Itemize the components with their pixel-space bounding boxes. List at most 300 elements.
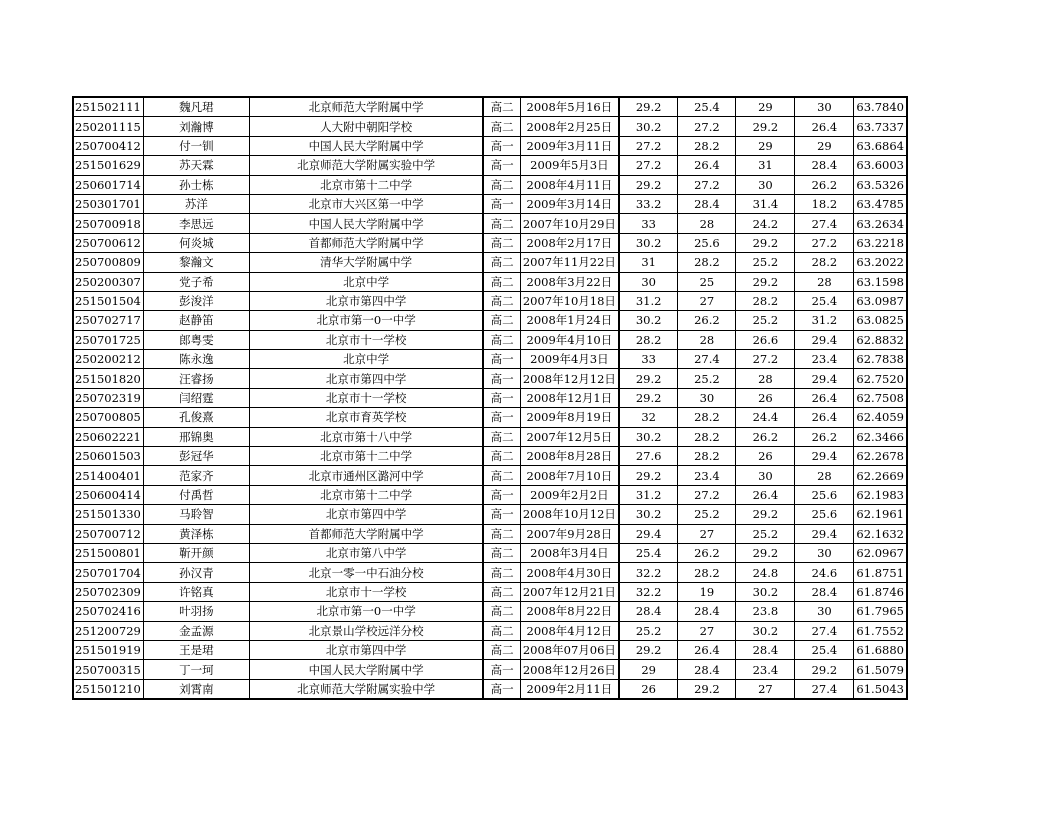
grade-cell: 高一 — [483, 194, 520, 213]
grade-cell: 高二 — [483, 117, 520, 136]
score-1-cell: 28.2 — [619, 330, 678, 349]
table-row — [73, 621, 907, 640]
score-2-cell: 28.2 — [678, 447, 736, 466]
score-4-cell: 24.6 — [795, 563, 854, 582]
student-id-cell: 251501919 — [73, 640, 143, 659]
score-4-cell: 27.4 — [795, 621, 854, 640]
table-row — [73, 388, 907, 407]
score-4-cell: 27.4 — [795, 679, 854, 699]
score-1-cell: 31 — [619, 253, 678, 272]
grade-cell: 高一 — [483, 505, 520, 524]
grade-cell: 高二 — [483, 214, 520, 233]
score-3-cell: 30 — [736, 466, 795, 485]
score-3-cell: 29.2 — [736, 505, 795, 524]
birth-date-cell: 2009年3月11日 — [520, 136, 619, 155]
school-name-cell: 北京市第一0一中学 — [249, 311, 483, 330]
score-3-cell: 26 — [736, 388, 795, 407]
score-1-cell: 29.4 — [619, 524, 678, 543]
student-id-cell: 250601503 — [73, 447, 143, 466]
student-name-cell: 丁一珂 — [143, 660, 249, 679]
student-name-cell: 郎粤雯 — [143, 330, 249, 349]
score-4-cell: 26.4 — [795, 408, 854, 427]
grade-cell: 高二 — [483, 291, 520, 310]
score-1-cell: 31.2 — [619, 485, 678, 504]
total-score-cell: 61.7965 — [854, 602, 907, 621]
score-3-cell: 30 — [736, 175, 795, 194]
birth-date-cell: 2008年8月22日 — [520, 602, 619, 621]
total-score-cell: 61.8751 — [854, 563, 907, 582]
score-4-cell: 30 — [795, 97, 854, 117]
grade-cell: 高二 — [483, 427, 520, 446]
school-name-cell: 北京中学 — [249, 272, 483, 291]
student-id-cell: 250602221 — [73, 427, 143, 446]
total-score-cell: 62.7508 — [854, 388, 907, 407]
student-name-cell: 孙士栋 — [143, 175, 249, 194]
school-name-cell: 北京市通州区潞河中学 — [249, 466, 483, 485]
birth-date-cell: 2008年4月30日 — [520, 563, 619, 582]
total-score-cell: 62.2678 — [854, 447, 907, 466]
table-row — [73, 563, 907, 582]
score-3-cell: 28 — [736, 369, 795, 388]
birth-date-cell: 2009年2月2日 — [520, 485, 619, 504]
student-id-cell: 250700612 — [73, 233, 143, 252]
table-row — [73, 427, 907, 446]
school-name-cell: 首都师范大学附属中学 — [249, 524, 483, 543]
total-score-cell: 63.6003 — [854, 156, 907, 175]
birth-date-cell: 2007年12月21日 — [520, 582, 619, 601]
table-row — [73, 640, 907, 659]
score-2-cell: 28.4 — [678, 602, 736, 621]
table-row — [73, 291, 907, 310]
score-3-cell: 31.4 — [736, 194, 795, 213]
table-body — [73, 97, 907, 699]
student-id-cell: 250700805 — [73, 408, 143, 427]
results-table — [72, 96, 908, 700]
student-id-cell: 251200729 — [73, 621, 143, 640]
score-4-cell: 25.6 — [795, 505, 854, 524]
total-score-cell: 63.0987 — [854, 291, 907, 310]
score-2-cell: 28.2 — [678, 408, 736, 427]
score-3-cell: 27 — [736, 679, 795, 699]
table-row — [73, 117, 907, 136]
score-1-cell: 30 — [619, 272, 678, 291]
score-3-cell: 31 — [736, 156, 795, 175]
student-name-cell: 范家齐 — [143, 466, 249, 485]
score-2-cell: 25.4 — [678, 97, 736, 117]
score-2-cell: 27 — [678, 291, 736, 310]
grade-cell: 高二 — [483, 543, 520, 562]
score-2-cell: 29.2 — [678, 679, 736, 699]
score-2-cell: 27.2 — [678, 117, 736, 136]
score-1-cell: 29.2 — [619, 388, 678, 407]
table-row — [73, 233, 907, 252]
student-id-cell: 251500801 — [73, 543, 143, 562]
birth-date-cell: 2008年1月24日 — [520, 311, 619, 330]
total-score-cell: 62.8832 — [854, 330, 907, 349]
student-name-cell: 何炎城 — [143, 233, 249, 252]
total-score-cell: 62.7838 — [854, 350, 907, 369]
grade-cell: 高一 — [483, 679, 520, 699]
student-id-cell: 250701725 — [73, 330, 143, 349]
school-name-cell: 北京市第十二中学 — [249, 485, 483, 504]
score-1-cell: 29.2 — [619, 97, 678, 117]
score-3-cell: 28.4 — [736, 640, 795, 659]
table-row — [73, 466, 907, 485]
grade-cell: 高二 — [483, 524, 520, 543]
grade-cell: 高二 — [483, 563, 520, 582]
score-4-cell: 26.4 — [795, 388, 854, 407]
score-2-cell: 27 — [678, 621, 736, 640]
score-3-cell: 25.2 — [736, 311, 795, 330]
table-row — [73, 447, 907, 466]
student-name-cell: 党子希 — [143, 272, 249, 291]
student-name-cell: 黄泽栋 — [143, 524, 249, 543]
score-4-cell: 26.4 — [795, 117, 854, 136]
score-1-cell: 32 — [619, 408, 678, 427]
score-3-cell: 30.2 — [736, 621, 795, 640]
total-score-cell: 63.2634 — [854, 214, 907, 233]
student-id-cell: 251400401 — [73, 466, 143, 485]
school-name-cell: 北京一零一中石油分校 — [249, 563, 483, 582]
score-1-cell: 27.2 — [619, 136, 678, 155]
score-3-cell: 24.2 — [736, 214, 795, 233]
school-name-cell: 北京市十一学校 — [249, 582, 483, 601]
birth-date-cell: 2008年12月12日 — [520, 369, 619, 388]
table-row — [73, 369, 907, 388]
score-2-cell: 27.2 — [678, 175, 736, 194]
student-id-cell: 250702416 — [73, 602, 143, 621]
student-id-cell: 251501504 — [73, 291, 143, 310]
score-1-cell: 30.2 — [619, 427, 678, 446]
score-2-cell: 25.6 — [678, 233, 736, 252]
score-3-cell: 28.2 — [736, 291, 795, 310]
student-id-cell: 250700712 — [73, 524, 143, 543]
birth-date-cell: 2008年12月1日 — [520, 388, 619, 407]
total-score-cell: 63.6864 — [854, 136, 907, 155]
score-1-cell: 27.2 — [619, 156, 678, 175]
score-4-cell: 26.2 — [795, 175, 854, 194]
table-row — [73, 97, 907, 117]
school-name-cell: 中国人民大学附属中学 — [249, 136, 483, 155]
student-id-cell: 250601714 — [73, 175, 143, 194]
score-4-cell: 29.2 — [795, 660, 854, 679]
score-4-cell: 28.4 — [795, 582, 854, 601]
school-name-cell: 北京市第十二中学 — [249, 175, 483, 194]
student-id-cell: 250201115 — [73, 117, 143, 136]
school-name-cell: 北京师范大学附属中学 — [249, 97, 483, 117]
birth-date-cell: 2008年5月16日 — [520, 97, 619, 117]
student-name-cell: 金孟源 — [143, 621, 249, 640]
student-name-cell: 汪睿扬 — [143, 369, 249, 388]
birth-date-cell: 2008年8月28日 — [520, 447, 619, 466]
table-row — [73, 272, 907, 291]
school-name-cell: 北京市第十八中学 — [249, 427, 483, 446]
score-2-cell: 26.2 — [678, 311, 736, 330]
student-name-cell: 彭浚洋 — [143, 291, 249, 310]
grade-cell: 高二 — [483, 233, 520, 252]
score-2-cell: 28.4 — [678, 660, 736, 679]
table-row — [73, 214, 907, 233]
birth-date-cell: 2009年2月11日 — [520, 679, 619, 699]
score-2-cell: 28.2 — [678, 427, 736, 446]
total-score-cell: 63.4785 — [854, 194, 907, 213]
birth-date-cell: 2008年3月22日 — [520, 272, 619, 291]
score-2-cell: 26.2 — [678, 543, 736, 562]
table-row — [73, 330, 907, 349]
grade-cell: 高二 — [483, 175, 520, 194]
student-name-cell: 王是珺 — [143, 640, 249, 659]
table-row — [73, 582, 907, 601]
score-3-cell: 23.8 — [736, 602, 795, 621]
grade-cell: 高二 — [483, 97, 520, 117]
total-score-cell: 63.1598 — [854, 272, 907, 291]
student-id-cell: 250701704 — [73, 563, 143, 582]
table-row — [73, 350, 907, 369]
score-1-cell: 29.2 — [619, 175, 678, 194]
score-3-cell: 29 — [736, 136, 795, 155]
birth-date-cell: 2007年9月28日 — [520, 524, 619, 543]
score-3-cell: 29.2 — [736, 233, 795, 252]
grade-cell: 高二 — [483, 582, 520, 601]
score-2-cell: 30 — [678, 388, 736, 407]
score-1-cell: 30.2 — [619, 311, 678, 330]
school-name-cell: 北京市育英学校 — [249, 408, 483, 427]
score-2-cell: 23.4 — [678, 466, 736, 485]
student-name-cell: 许铭真 — [143, 582, 249, 601]
student-name-cell: 邢锦奥 — [143, 427, 249, 446]
student-id-cell: 250700412 — [73, 136, 143, 155]
birth-date-cell: 2009年4月3日 — [520, 350, 619, 369]
score-1-cell: 32.2 — [619, 563, 678, 582]
score-2-cell: 28 — [678, 214, 736, 233]
score-2-cell: 28.2 — [678, 253, 736, 272]
birth-date-cell: 2008年3月4日 — [520, 543, 619, 562]
birth-date-cell: 2007年11月22日 — [520, 253, 619, 272]
student-name-cell: 马聆智 — [143, 505, 249, 524]
birth-date-cell: 2009年3月14日 — [520, 194, 619, 213]
score-4-cell: 31.2 — [795, 311, 854, 330]
school-name-cell: 北京市第四中学 — [249, 291, 483, 310]
score-4-cell: 29 — [795, 136, 854, 155]
table-row — [73, 679, 907, 699]
total-score-cell: 62.3466 — [854, 427, 907, 446]
birth-date-cell: 2007年10月29日 — [520, 214, 619, 233]
birth-date-cell: 2008年2月25日 — [520, 117, 619, 136]
birth-date-cell: 2009年4月10日 — [520, 330, 619, 349]
student-id-cell: 251501820 — [73, 369, 143, 388]
total-score-cell: 63.7840 — [854, 97, 907, 117]
total-score-cell: 63.2022 — [854, 253, 907, 272]
student-id-cell: 250702717 — [73, 311, 143, 330]
table-row — [73, 543, 907, 562]
student-name-cell: 付禹哲 — [143, 485, 249, 504]
score-4-cell: 29.4 — [795, 330, 854, 349]
grade-cell: 高一 — [483, 485, 520, 504]
birth-date-cell: 2009年8月19日 — [520, 408, 619, 427]
score-4-cell: 28.2 — [795, 253, 854, 272]
birth-date-cell: 2008年12月26日 — [520, 660, 619, 679]
student-name-cell: 魏凡珺 — [143, 97, 249, 117]
student-name-cell: 闫绍霆 — [143, 388, 249, 407]
total-score-cell: 63.5326 — [854, 175, 907, 194]
total-score-cell: 61.6880 — [854, 640, 907, 659]
school-name-cell: 北京市第十二中学 — [249, 447, 483, 466]
score-4-cell: 23.4 — [795, 350, 854, 369]
score-4-cell: 29.4 — [795, 369, 854, 388]
student-id-cell: 250700315 — [73, 660, 143, 679]
score-1-cell: 28.4 — [619, 602, 678, 621]
table-row — [73, 485, 907, 504]
grade-cell: 高二 — [483, 253, 520, 272]
score-1-cell: 25.2 — [619, 621, 678, 640]
score-3-cell: 30.2 — [736, 582, 795, 601]
school-name-cell: 北京市大兴区第一中学 — [249, 194, 483, 213]
student-id-cell: 250200307 — [73, 272, 143, 291]
score-3-cell: 23.4 — [736, 660, 795, 679]
total-score-cell: 62.1983 — [854, 485, 907, 504]
score-1-cell: 30.2 — [619, 505, 678, 524]
table-row — [73, 136, 907, 155]
school-name-cell: 北京市第四中学 — [249, 505, 483, 524]
total-score-cell: 61.8746 — [854, 582, 907, 601]
score-4-cell: 27.2 — [795, 233, 854, 252]
student-id-cell: 251501629 — [73, 156, 143, 175]
score-3-cell: 29.2 — [736, 543, 795, 562]
birth-date-cell: 2008年2月17日 — [520, 233, 619, 252]
score-2-cell: 27 — [678, 524, 736, 543]
score-2-cell: 26.4 — [678, 640, 736, 659]
grade-cell: 高二 — [483, 640, 520, 659]
score-1-cell: 30.2 — [619, 117, 678, 136]
student-name-cell: 苏洋 — [143, 194, 249, 213]
grade-cell: 高一 — [483, 136, 520, 155]
score-2-cell: 19 — [678, 582, 736, 601]
student-name-cell: 付一钏 — [143, 136, 249, 155]
total-score-cell: 62.0967 — [854, 543, 907, 562]
score-3-cell: 27.2 — [736, 350, 795, 369]
grade-cell: 高一 — [483, 660, 520, 679]
score-1-cell: 33.2 — [619, 194, 678, 213]
score-3-cell: 25.2 — [736, 524, 795, 543]
birth-date-cell: 2008年07月06日 — [520, 640, 619, 659]
score-3-cell: 26 — [736, 447, 795, 466]
grade-cell: 高二 — [483, 272, 520, 291]
school-name-cell: 北京师范大学附属实验中学 — [249, 679, 483, 699]
birth-date-cell: 2008年4月11日 — [520, 175, 619, 194]
school-name-cell: 北京师范大学附属实验中学 — [249, 156, 483, 175]
score-3-cell: 29.2 — [736, 117, 795, 136]
table-row — [73, 408, 907, 427]
grade-cell: 高二 — [483, 447, 520, 466]
grade-cell: 高二 — [483, 621, 520, 640]
score-1-cell: 30.2 — [619, 233, 678, 252]
table-row — [73, 602, 907, 621]
score-4-cell: 25.4 — [795, 291, 854, 310]
table-row — [73, 175, 907, 194]
grade-cell: 高一 — [483, 369, 520, 388]
school-name-cell: 北京市第四中学 — [249, 369, 483, 388]
school-name-cell: 北京市十一学校 — [249, 330, 483, 349]
student-id-cell: 250702309 — [73, 582, 143, 601]
student-id-cell: 250700809 — [73, 253, 143, 272]
score-2-cell: 28.4 — [678, 194, 736, 213]
total-score-cell: 62.1632 — [854, 524, 907, 543]
score-1-cell: 31.2 — [619, 291, 678, 310]
school-name-cell: 中国人民大学附属中学 — [249, 214, 483, 233]
student-name-cell: 刘霄南 — [143, 679, 249, 699]
grade-cell: 高二 — [483, 466, 520, 485]
school-name-cell: 北京中学 — [249, 350, 483, 369]
total-score-cell: 61.5079 — [854, 660, 907, 679]
score-3-cell: 24.8 — [736, 563, 795, 582]
school-name-cell: 人大附中朝阳学校 — [249, 117, 483, 136]
birth-date-cell: 2009年5月3日 — [520, 156, 619, 175]
score-4-cell: 30 — [795, 543, 854, 562]
student-id-cell: 250200212 — [73, 350, 143, 369]
score-2-cell: 28.2 — [678, 136, 736, 155]
score-4-cell: 25.6 — [795, 485, 854, 504]
score-1-cell: 29.2 — [619, 466, 678, 485]
score-1-cell: 27.6 — [619, 447, 678, 466]
score-2-cell: 25.2 — [678, 369, 736, 388]
grade-cell: 高一 — [483, 156, 520, 175]
total-score-cell: 61.7552 — [854, 621, 907, 640]
grade-cell: 高一 — [483, 408, 520, 427]
student-id-cell: 250600414 — [73, 485, 143, 504]
table-row — [73, 253, 907, 272]
total-score-cell: 62.7520 — [854, 369, 907, 388]
school-name-cell: 清华大学附属中学 — [249, 253, 483, 272]
score-4-cell: 18.2 — [795, 194, 854, 213]
birth-date-cell: 2007年12月5日 — [520, 427, 619, 446]
score-4-cell: 29.4 — [795, 524, 854, 543]
score-2-cell: 27.2 — [678, 485, 736, 504]
birth-date-cell: 2008年7月10日 — [520, 466, 619, 485]
score-3-cell: 26.4 — [736, 485, 795, 504]
student-name-cell: 苏天霖 — [143, 156, 249, 175]
score-4-cell: 30 — [795, 602, 854, 621]
table-row — [73, 194, 907, 213]
score-3-cell: 25.2 — [736, 253, 795, 272]
score-4-cell: 28 — [795, 466, 854, 485]
score-3-cell: 26.6 — [736, 330, 795, 349]
score-2-cell: 27.4 — [678, 350, 736, 369]
school-name-cell: 北京市十一学校 — [249, 388, 483, 407]
student-id-cell: 250301701 — [73, 194, 143, 213]
school-name-cell: 首都师范大学附属中学 — [249, 233, 483, 252]
total-score-cell: 62.4059 — [854, 408, 907, 427]
score-2-cell: 25 — [678, 272, 736, 291]
student-id-cell: 251502111 — [73, 97, 143, 117]
score-4-cell: 27.4 — [795, 214, 854, 233]
student-id-cell: 251501330 — [73, 505, 143, 524]
score-4-cell: 29.4 — [795, 447, 854, 466]
total-score-cell: 61.5043 — [854, 679, 907, 699]
table-row — [73, 311, 907, 330]
score-1-cell: 29.2 — [619, 640, 678, 659]
student-name-cell: 李思远 — [143, 214, 249, 233]
score-1-cell: 26 — [619, 679, 678, 699]
school-name-cell: 中国人民大学附属中学 — [249, 660, 483, 679]
school-name-cell: 北京市第一0一中学 — [249, 602, 483, 621]
total-score-cell: 62.1961 — [854, 505, 907, 524]
student-name-cell: 赵静笛 — [143, 311, 249, 330]
school-name-cell: 北京景山学校远洋分校 — [249, 621, 483, 640]
student-id-cell: 250700918 — [73, 214, 143, 233]
score-3-cell: 29 — [736, 97, 795, 117]
score-4-cell: 28.4 — [795, 156, 854, 175]
score-1-cell: 25.4 — [619, 543, 678, 562]
